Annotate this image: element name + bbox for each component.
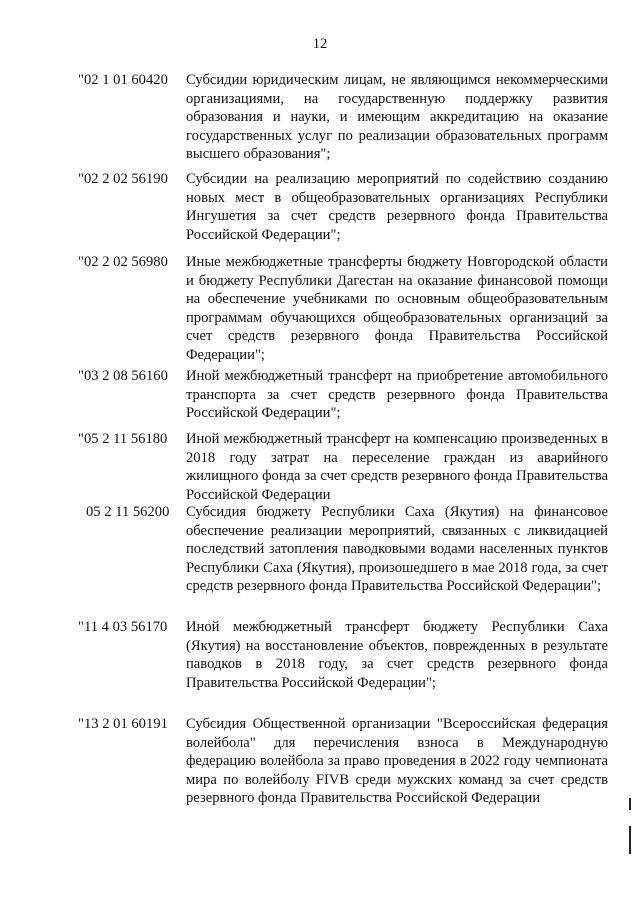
scan-artifact-mark xyxy=(629,798,631,810)
entry-text: Иной межбюджетный трансферт бюджету Республики Саха (Якутия) на восстановление объектов, поврежденных в результате паводков в 2018 году, за счет средств резервного фонда Правительства Российской Федерации"; xyxy=(186,619,608,691)
entry-text: Субсидии юридическим лицам, не являющимся некоммерческими организациями, на государственную поддержку развития образования и науки, и имеющим аккредитацию на оказание государственных услуг по реализации образовательных программ высшего образования"; xyxy=(186,72,608,163)
entry-code: "02 2 02 56980 xyxy=(78,254,168,270)
entry-text: Иные межбюджетные трансферты бюджету Новгородской области и бюджету Республики Дагестан на оказание финансовой помощи на обеспечение учебниками по основным общеобразовательным программам обучающихся общеобразовательных организаций за счет средств резервного фонда Правительства Российской Федерации"; xyxy=(186,254,608,363)
entry-code: "03 2 08 56160 xyxy=(78,368,168,384)
page-number: 12 xyxy=(312,36,328,52)
entry-code: "02 1 01 60420 xyxy=(78,72,168,88)
entry-code: "05 2 11 56180 xyxy=(78,431,168,447)
entry-text: Субсидии на реализацию мероприятий по содействию созданию новых мест в общеобразовательных организациях Республики Ингушетия за счет средств резервного фонда Правительства Российской Федерации"; xyxy=(186,171,608,243)
entry-text: Субсидия Общественной организации "Всероссийская федерация волейбола" для перечисления взноса в Международную федерацию волейбола за право проведения в 2022 году чемпионата мира по волейболу FIVB среди мужских команд за счет средств резервного фонда Правительства Российской Федерации xyxy=(186,716,608,807)
scan-artifact-mark xyxy=(629,826,631,854)
entry-code: "13 2 01 60191 xyxy=(78,716,168,732)
entry-text: Иной межбюджетный трансферт на приобретение автомобильного транспорта за счет средств резервного фонда Правительства Российской Федерации"; xyxy=(186,368,608,422)
entry-code: "11 4 03 56170 xyxy=(78,619,168,635)
entry-text: Субсидия бюджету Республики Саха (Якутия) на финансовое обеспечение реализации мероприятий, связанных с ликвидацией последствий затопления паводковыми водами населенных пунктов Республики Саха (Якутия), произошедшего в мае 2018 года, за счет средств резервного фонда Правительства Российской Федерации"; xyxy=(186,504,608,595)
entry-text: Иной межбюджетный трансферт на компенсацию произведенных в 2018 году затрат на переселение граждан из аварийного жилищного фонда за счет средств резервного фонда Правительства Российской Федерации xyxy=(186,431,608,503)
entry-code: 05 2 11 56200 xyxy=(86,504,170,520)
entry-code: "02 2 02 56190 xyxy=(78,171,168,187)
